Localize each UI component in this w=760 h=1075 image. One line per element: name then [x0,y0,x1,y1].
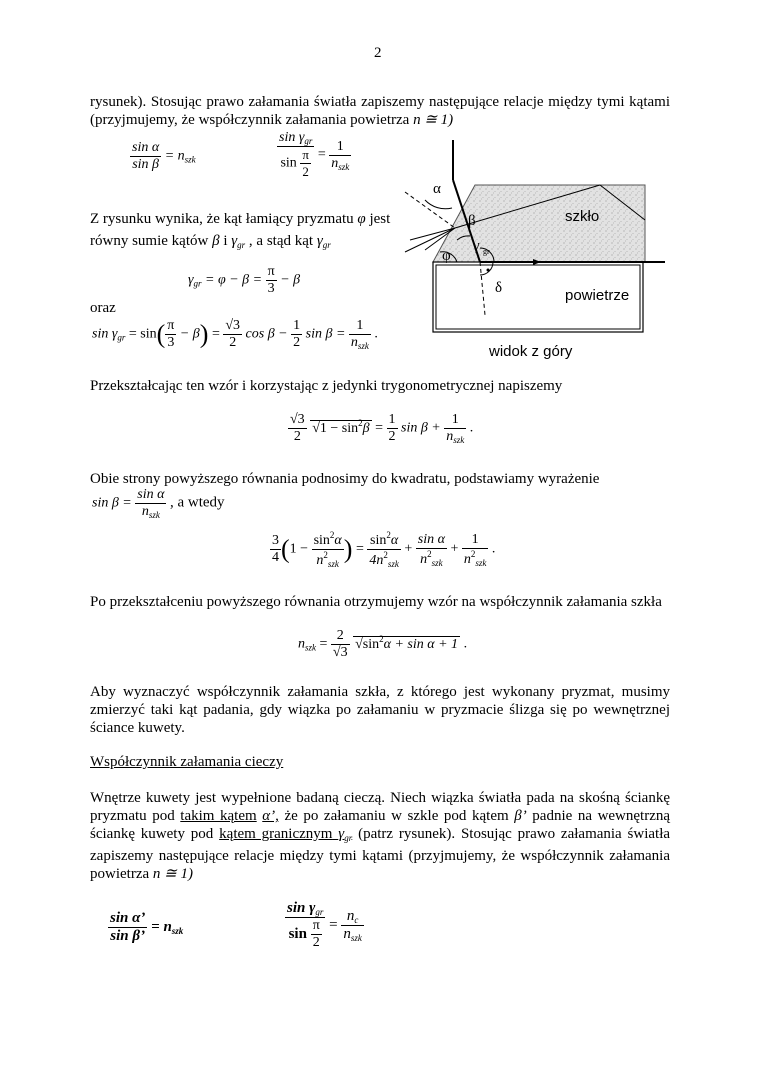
eq4-gr: gr [117,332,126,343]
label-gamma: γ [473,238,480,254]
equation-n-glass: $n_{szk}$ = $\frac{2}{√3}$ $√\sin^2\alpha + \sin \alpha + 1$ . [298,628,468,660]
p7-underline-1: takim kątem [180,808,257,824]
p4-szk: szk [148,510,160,520]
p7-text-c: padnie na wewnętrzną ściankę kuwety pod [90,808,671,842]
p7-underline-2: kątem granicznym [219,826,333,842]
eq5-sinb: sin β + [401,420,441,436]
label-delta: δ [495,280,503,296]
eq2-gr: gr [304,136,313,146]
eq6-sin-b: sin [370,533,387,548]
eq5-one-b: 1 [444,412,466,429]
label-gr: gr [483,247,490,256]
oraz-word: oraz [90,300,116,316]
eq3-gamma: γ [188,272,194,288]
glass-prism [433,185,645,262]
p7-alpha: α’, [262,808,279,824]
eq5-one: 1 [388,412,396,427]
section-heading: Współczynnik załamania cieczy [90,754,284,770]
label-alpha: α [433,181,441,197]
paragraph-prism-angle [90,208,410,256]
p4-sinb: sin β = [92,495,132,511]
gamma-gr-2: gr [322,240,331,250]
eq4-eq: = [211,326,220,342]
eq2-sin: sin [280,155,297,171]
equation-snell-1 [130,140,196,173]
eq2-sin-gamma: sin γ [279,130,305,145]
eq7-two: 2 [331,628,350,645]
eq3-three: 3 [267,281,275,296]
eq9-sin-gamma: sin γ [287,900,316,916]
p7-gamma: γ [338,826,345,842]
eq6-szk-d: szk [475,557,487,568]
eq2-one: 1 [329,139,351,156]
paragraph-intro [90,93,670,129]
eq6-szk-b: szk [387,559,399,569]
equation-gamma [188,264,300,297]
equation-snell-liquid-2: $\sin \gamma_{gr}$ sin $\frac{\pi}{2}$ = $\frac{n_c}{n_{szk}}$ [287,900,362,950]
eq6-n-sq-d: 2 [470,548,476,559]
paragraph-measure: Aby wyznaczyć współczynnik załamania szkła, z którego jest wykonany pryzmat, musimy zmierzyć taki kąt padania, gdy wiązka po załamaniu w pryzmacie ślizga się po wewnętrznej ściance kuwety. [90,684,670,736]
p7-beta: β’ [514,808,527,824]
eq6-n-sq: 2 [323,550,328,560]
p7-gr: gr [344,833,353,843]
eq7-sqrt3: √3 [332,645,348,660]
eq4-mid: = sin [128,326,157,342]
eq6-szk-c: szk [431,557,443,568]
eq9-two: 2 [312,935,320,950]
label-beta: β [468,213,476,229]
eq6-four: 4 [272,550,279,565]
p2-text-a: Z rysunku wynika, że kąt łamiący pryzmatu [90,211,354,227]
eq6-szk: szk [327,559,339,569]
eq4-dot: . [374,326,378,342]
paragraph-intro-text: rysunek). Stosując prawo załamania światła zapiszemy następujące relacje między tymi kątami (przyjmujemy, że współczynnik załamania powietrza [90,94,670,128]
eq6-sq: 2 [329,530,335,540]
eq3-pi: π [267,264,275,279]
p7-text-a: Wnętrze kuwety jest wypełnione badaną cieczą. Niech wiązka światła pada na skośną ściankę pryzmatu pod [90,790,670,824]
eq9-nc: n [346,908,355,924]
eq3-tail: − β [280,272,301,288]
eq6-plus-b: + [450,541,459,557]
eq4-half-den: 2 [293,335,301,350]
eq8-den: sin β’ [110,928,146,944]
paragraph-result: Po przekształceniu powyższego równania otrzymujemy wzór na współczynnik załamania szkła [90,594,662,610]
eq6-alpha: α [334,533,342,548]
eq7-sq: 2 [379,633,384,644]
eq2-pi: π [302,147,309,162]
eq4-pi: π [167,318,175,333]
eq7-eq: = [319,636,328,652]
eq6-n-d: n [463,551,471,567]
paragraph-liquid [90,789,670,883]
eq7-sin: sin [362,636,380,652]
eq9-pi: π [312,918,320,933]
eq6-sina: sin α [417,531,445,547]
figure-caption: widok z góry [489,343,573,360]
label-glass: szkło [565,208,600,225]
p2-text-c: równy sumie kątów [90,233,209,249]
eq1-num: sin α [132,140,160,155]
eq7-rest: α + sin α + 1 [383,636,459,652]
p2-i: i [223,233,228,249]
p2-text-d: , a stąd kąt [248,233,314,249]
eq5-sqrt3: √3 [290,412,305,427]
phi-symbol: φ [357,211,366,227]
eq7-szk: szk [305,642,316,653]
eq8-eq: = n [151,918,172,935]
eq6-4n-sq: 2 [383,550,388,560]
paragraph-square: Obie strony powyższego równania podnosimy do kwadratu, podstawiamy wyrażenie [90,471,600,487]
eq4-sinb: sin β = [305,326,346,342]
eq9-szk: szk [350,933,362,943]
eq6-alpha-b: α [390,533,399,548]
eq4-szk: szk [357,341,369,351]
eq5-sq: 2 [358,417,363,428]
eq2-n: n [331,155,339,171]
beta-symbol: β [212,233,220,249]
equation-squared: $\frac{3}{4}$ (1 − $\frac{\sin^2\alpha}{n^2_{szk}}$ ) = $\frac{\sin^2\alpha}{4n^2_{szk}}$ + $\frac{\text{sin α}}{n^2_{szk}}$ + $\frac{1}{n^2_{szk}}$ . [272,530,496,569]
eq6-n-sq-c: 2 [427,548,432,559]
eq6-n: n [316,553,324,568]
eq5-beta: β [362,420,370,436]
eq6-sq-b: 2 [386,530,391,540]
p7-text-d: (patrz rysunek). Stosując prawo załamania światła zapiszemy następujące relacje między tymi kątami (przyjmujemy, że współczynnik załamania powietrza [90,826,671,882]
eq6-sin: sin [313,533,330,548]
eq4-n: n [350,335,358,350]
eq5-dot: . [469,420,474,436]
eq5-root: 1 − sin [319,420,359,436]
eq2-szk: szk [338,161,350,172]
prism-figure [395,140,670,365]
paragraph-trig: Przekształcając ten wzór i korzystając z jedynki trygonometrycznej napiszemy [90,378,563,394]
eq8-sub: szk [171,925,184,936]
eq2-two: 2 [302,164,309,179]
eq3-rest: = φ − β = [205,272,263,288]
eq5-n: n [446,429,454,444]
n-air-symbol: n ≅ 1) [413,112,454,128]
gamma-gr: gr [237,240,246,250]
eq7-n: n [298,636,305,652]
eq1-den: sin β [132,157,159,172]
eq4-one: 1 [349,318,371,335]
gamma-symbol: γ [231,233,238,249]
eq5-eq: = [375,420,383,436]
eq6-four-n: 4n [369,553,384,568]
eq1-sub: szk [184,154,196,165]
eq5-szk: szk [453,435,465,445]
gamma-symbol-2: γ [316,233,323,249]
eq1-eq: = n [164,148,185,164]
eq4-cos: cos β − [245,326,288,342]
eq6-eq: = [355,541,364,557]
eq5-two-b: 2 [388,429,396,444]
equation-trig: $\frac{√3}{2}$ $√1 - \sin^2\beta$ = $\frac{1}{2}$ sin β + $\frac{1}{n_{szk}}$ . [290,412,474,445]
eq9-sin: sin [288,925,307,942]
eq6-three: 3 [272,533,279,548]
eq9-n: n [343,926,351,942]
p7-n-air: n ≅ 1) [152,866,193,882]
eq6-dot: . [491,541,496,557]
equation-sin-gamma: $\sin \gamma_{gr} = \sin$( $\frac{\pi}{3}$ − β) = $\frac{√3}{2}$ cos β − $\frac{1}{2}$ sin β = $\frac{1}{n_{szk}}$ . [92,318,378,351]
eq4-three: 3 [167,335,175,350]
eq6-one: 1 [462,532,489,549]
eq3-gr: gr [193,278,202,289]
label-phi: φ [442,248,451,264]
eq4-sqrt3: √3 [225,318,241,333]
equation-snell-2: $\sin \gamma_{gr}$ sin $\frac{\pi}{2}$ = $\frac{1}{n_{szk}}$ [279,130,350,179]
page-number: 2 [374,45,382,61]
equation-snell-liquid-1 [108,910,183,945]
eq7-dot: . [463,636,468,652]
eq4-minus-beta: − β [179,326,200,342]
eq9-c: c [354,915,359,925]
eq9-gr: gr [315,907,324,917]
p4-n: n [141,504,149,519]
eq4-two: 2 [229,335,237,350]
eq6-one-minus: 1 − [289,541,309,557]
eq8-num: sin α’ [110,910,146,926]
equation-sin-beta [92,487,225,520]
eq5-two: 2 [293,429,301,444]
label-air: powietrze [565,287,630,304]
p4-tail: , a wtedy [169,494,225,511]
eq6-plus: + [404,541,413,557]
p7-text-b: że po załamaniu w szkle pod kątem [284,808,509,824]
eq4-lhs: sin γ [92,326,118,342]
p4-sina: sin α [137,487,165,502]
p2-text-b: jest [369,211,391,227]
eq4-half-num: 1 [293,318,301,333]
eq6-n-c: n [420,551,428,567]
